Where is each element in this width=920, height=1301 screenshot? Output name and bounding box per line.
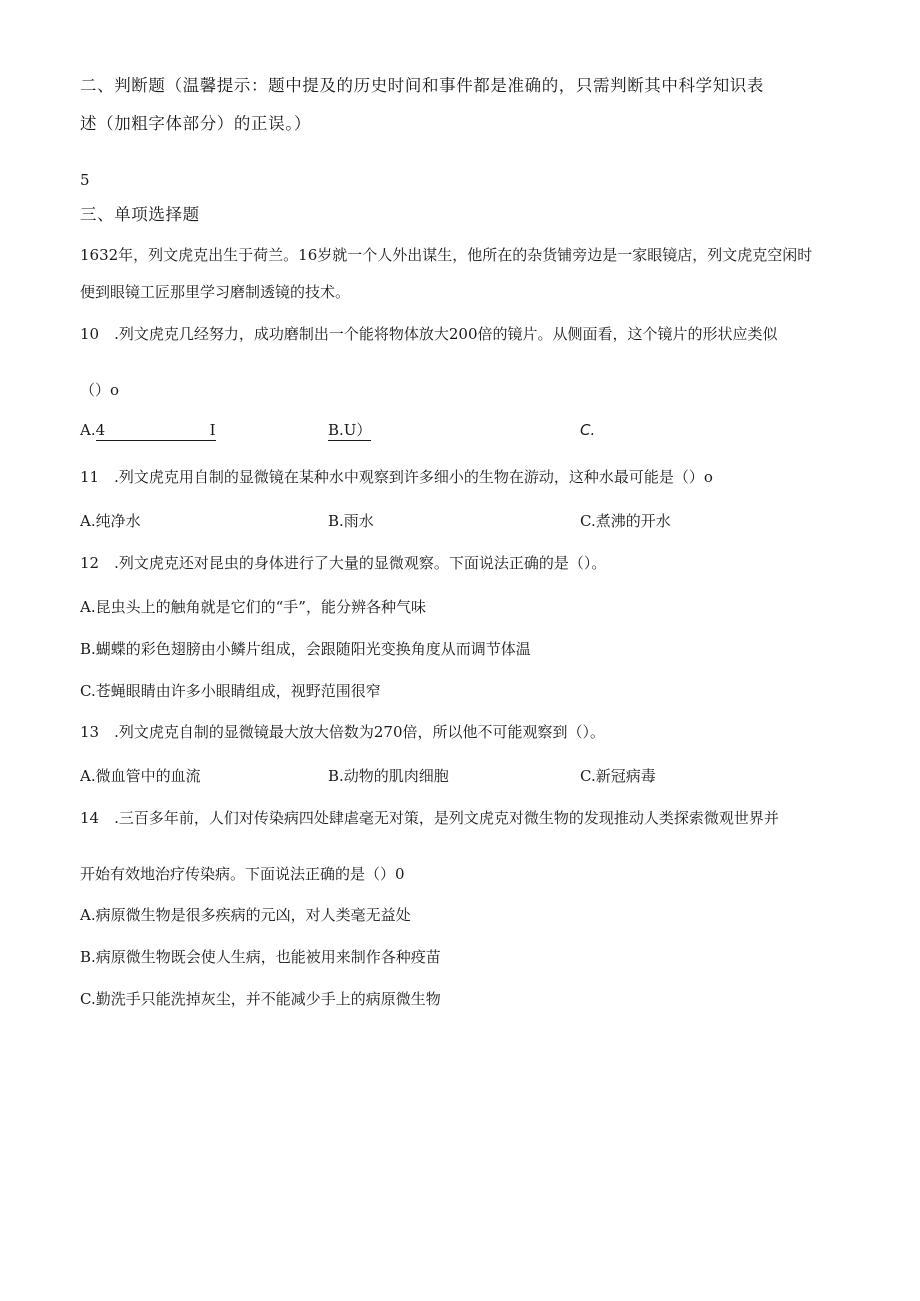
section2-line2: 述（加粗字体部分）的正误。）	[80, 114, 312, 133]
q10-option-a-lens-shape	[96, 420, 216, 441]
q10-option-a-prefix: A.	[80, 421, 96, 439]
q12-option-a[interactable]: A.昆虫头上的触角就是它们的“手”，能分辨各种气味	[80, 598, 426, 616]
q11-stem: 11 .列文虎克用自制的显微镜在某种水中观察到许多细小的生物在游动，这种水最可能是（）o	[80, 468, 713, 486]
q11-option-b[interactable]: B.雨水	[328, 512, 374, 530]
q10-option-a-mark: 4	[95, 421, 106, 439]
q14-option-c[interactable]: C.勤洗手只能洗掉灰尘，并不能减少手上的病原微生物	[80, 990, 441, 1008]
q10-option-b-label: B.U）	[328, 421, 372, 439]
q13-option-a[interactable]: A.微血管中的血流	[80, 767, 201, 785]
q13-option-c[interactable]: C.新冠病毒	[580, 767, 656, 785]
q14-stem-line1: 14 .三百多年前，人们对传染病四处肆虐毫无对策，是列文虎克对微生物的发现推动人类探索微观世界并	[80, 809, 779, 827]
q13-stem: 13 .列文虎克自制的显微镜最大放大倍数为270倍，所以他不可能观察到（）。	[80, 723, 605, 741]
q14-stem-line2: 开始有效地治疗传染病。下面说法正确的是（）0	[80, 865, 405, 883]
q10-stem-line2: （）o	[80, 381, 120, 399]
stray-number: 5	[80, 171, 90, 189]
section3-title: 三、单项选择题	[80, 205, 200, 224]
q14-option-b[interactable]: B.病原微生物既会使人生病，也能被用来制作各种疫苗	[80, 948, 441, 966]
q13-option-b[interactable]: B.动物的肌肉细胞	[328, 767, 449, 785]
q10-option-b[interactable]	[328, 420, 371, 441]
q12-stem: 12 .列文虎克还对昆虫的身体进行了大量的显微观察。下面说法正确的是（）。	[80, 554, 607, 572]
q10-option-c[interactable]: C.	[580, 421, 596, 439]
section2-line1: 二、判断题（温馨提示：题中提及的历史时间和事件都是准确的，只需判断其中科学知识表	[80, 76, 764, 95]
q11-option-a[interactable]: A.纯净水	[80, 512, 141, 530]
q12-option-b[interactable]: B.蝴蝶的彩色翅膀由小鳞片组成，会跟随阳光变换角度从而调节体温	[80, 640, 531, 658]
intro-line2: 便到眼镜工匠那里学习磨制透镜的技术。	[80, 283, 351, 301]
q12-option-c[interactable]: C.苍蝇眼睛由许多小眼睛组成，视野范围很窄	[80, 682, 381, 700]
q10-option-a[interactable]	[80, 420, 216, 441]
q10-stem-line1: 10 .列文虎克几经努力，成功磨制出一个能将物体放大200倍的镜片。从侧面看，这个镜片的形状应类似	[80, 325, 778, 343]
q14-option-a[interactable]: A.病原微生物是很多疾病的元凶，对人类毫无益处	[80, 906, 411, 924]
q10-option-a-end: I	[209, 421, 216, 439]
intro-line1: 1632年，列文虎克出生于荷兰。16岁就一个人外出谋生，他所在的杂货铺旁边是一家眼镜店，列文虎克空闲时	[80, 246, 813, 264]
q11-option-c[interactable]: C.煮沸的开水	[580, 512, 671, 530]
